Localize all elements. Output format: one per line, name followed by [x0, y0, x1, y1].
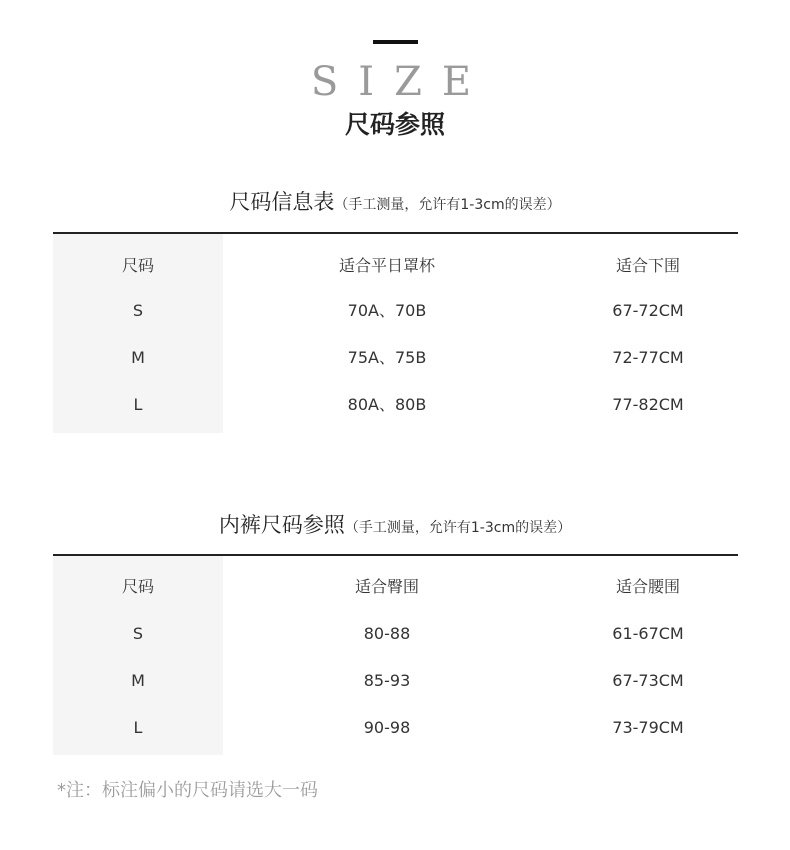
column-header-cup: 适合平日罩杯 — [338, 256, 435, 275]
bra-size-section-heading — [0, 187, 790, 220]
waist-cell: 73-79CM — [612, 718, 684, 737]
size-cell: S — [132, 624, 144, 643]
size-cell: S — [132, 301, 144, 320]
hip-cell: 90-98 — [363, 718, 411, 737]
hip-cell: 85-93 — [363, 671, 411, 690]
header-accent-bar — [373, 40, 418, 44]
underbust-cell: 67-72CM — [612, 301, 684, 320]
underwear-size-section-heading — [0, 510, 790, 543]
cup-cell: 75A、75B — [347, 348, 427, 367]
size-cell: M — [131, 671, 145, 690]
column-header-waist: 适合腰围 — [615, 577, 680, 596]
column-header-size: 尺码 — [121, 256, 154, 275]
waist-cell: 61-67CM — [612, 624, 684, 643]
size-heading: SIZE — [310, 59, 492, 105]
underwear-size-section-note: （手工测量，允许有1-3cm的误差） — [344, 520, 572, 536]
size-cell: L — [133, 718, 143, 737]
bra-size-section-note: （手工测量，允许有1-3cm的误差） — [334, 197, 561, 213]
column-header-hip: 适合臀围 — [354, 577, 419, 596]
size-footnote: *注：标注偏小的尺码请选大一码 — [57, 780, 318, 801]
size-cell: L — [133, 395, 143, 414]
page-subtitle: 尺码参照 — [344, 110, 445, 139]
cup-cell: 80A、80B — [347, 395, 427, 414]
size-cell: M — [131, 348, 145, 367]
waist-cell: 67-73CM — [612, 671, 684, 690]
bra-size-section-title: 尺码信息表 — [229, 190, 335, 214]
cup-cell: 70A、70B — [347, 301, 427, 320]
column-header-size: 尺码 — [121, 577, 154, 596]
underwear-size-section-title: 内裤尺码参照 — [218, 513, 345, 537]
underbust-cell: 72-77CM — [612, 348, 684, 367]
underbust-cell: 77-82CM — [612, 395, 684, 414]
hip-cell: 80-88 — [363, 624, 411, 643]
column-header-underbust: 适合下围 — [615, 256, 680, 275]
